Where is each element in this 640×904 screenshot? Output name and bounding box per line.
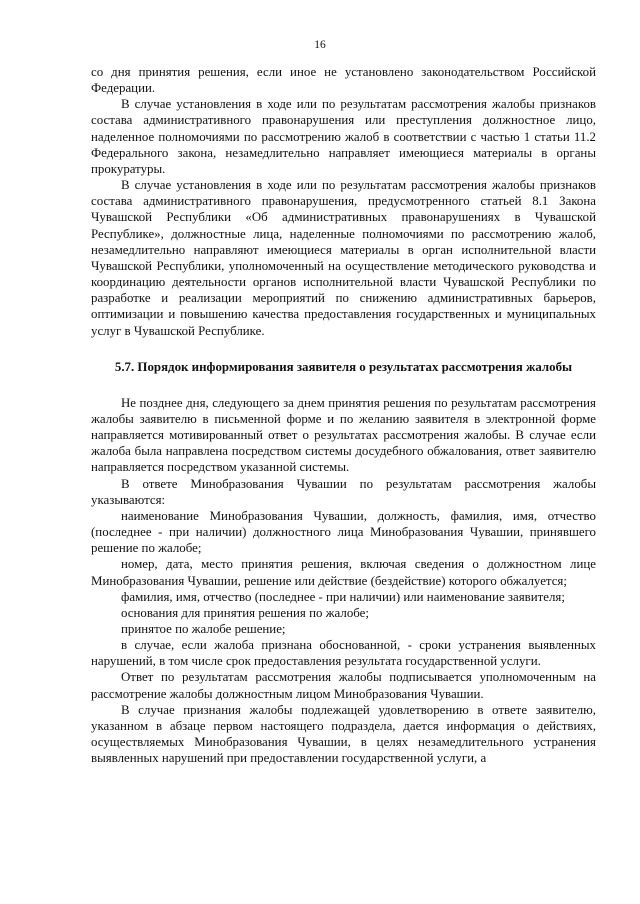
list-item-ministry-official: наименование Минобразования Чувашии, должность, фамилия, имя, отчество (последнее - при наличии) должностного лица Минобразования Чувашии, принявшего решение по жалобе; xyxy=(91,508,596,556)
list-item-applicant-name: фамилия, имя, отчество (последнее - при наличии) или наименование заявителя; xyxy=(121,589,565,604)
list-item-decision-grounds: основания для принятия решения по жалобе; xyxy=(121,605,369,620)
paragraph-response-deadline: Не позднее дня, следующего за днем принятия решения по результатам рассмотрения жалобы заявителю в письменной форме и по желанию заявителя в электронной форме направляется мотивированный ответ о результатах рассмотрения жалобы. В случае если жалоба была направлена посредством системы досудебного обжалования, ответ заявителю направляется посредством указанной системы. xyxy=(91,395,596,475)
list-item-remediation-terms: в случае, если жалоба признана обоснованной, - сроки устранения выявленных нарушений, в том числе срок предоставления результата государственной услуги. xyxy=(91,638,596,669)
paragraph-response-signature: Ответ по результатам рассмотрения жалобы подписывается уполномоченным на рассмотрение жалобы должностным лицом Минобразования Чувашии. xyxy=(91,670,596,701)
paragraph-executive-referral: В случае установления в ходе или по результатам рассмотрения жалобы признаков состава административного правонарушения, предусмотренного статьей 8.1 Закона Чувашской Республики «Об административных правонарушениях в Чувашской Республике», должностные лица, наделенные полномочиями по рассмотрению жалоб, незамедлительно направляют имеющиеся материалы в орган исполнительной власти Чувашской Республики, уполномоченный на осуществление методического руководства и координацию деятельности органов исполнительной власти Чувашской Республики по разработке и реализации мероприятий по снижению административных барьеров, оптимизации и повышению качества предоставления государственных и муниципальных услуг в Чувашской Республике. xyxy=(91,178,596,338)
document-body xyxy=(91,64,596,766)
paragraph-complaint-satisfied: В случае признания жалобы подлежащей удовлетворению в ответе заявителю, указанном в абзаце первом настоящего подраздела, дается информация о действиях, осуществляемых Минобразования Чувашии, в целях незамедлительного устранения выявленных нарушений при предоставлении государственной услуги, а xyxy=(91,702,596,766)
list-item-decision-details: номер, дата, место принятия решения, включая сведения о должностном лице Минобразования Чувашии, решение или действие (бездействие) которого обжалуется; xyxy=(91,557,596,588)
section-heading: 5.7. Порядок информирования заявителя о результатах рассмотрения жалобы xyxy=(114,359,573,374)
paragraph-response-contents-intro: В ответе Минобразования Чувашии по результатам рассмотрения жалобы указываются: xyxy=(91,476,596,507)
page-number: 16 xyxy=(314,39,326,51)
paragraph-continuation: со дня принятия решения, если иное не установлено законодательством Российской Федерации. xyxy=(91,65,596,96)
list-item-decision-taken: принятое по жалобе решение; xyxy=(121,622,286,636)
paragraph-prosecution-referral: В случае установления в ходе или по результатам рассмотрения жалобы признаков состава административного правонарушения или преступления должностное лицо, наделенное полномочиями по рассмотрению жалоб в соответствии с частью 1 статьи 11.2 Федерального закона, незамедлительно направляет имеющиеся материалы в органы прокуратуры. xyxy=(91,97,596,176)
